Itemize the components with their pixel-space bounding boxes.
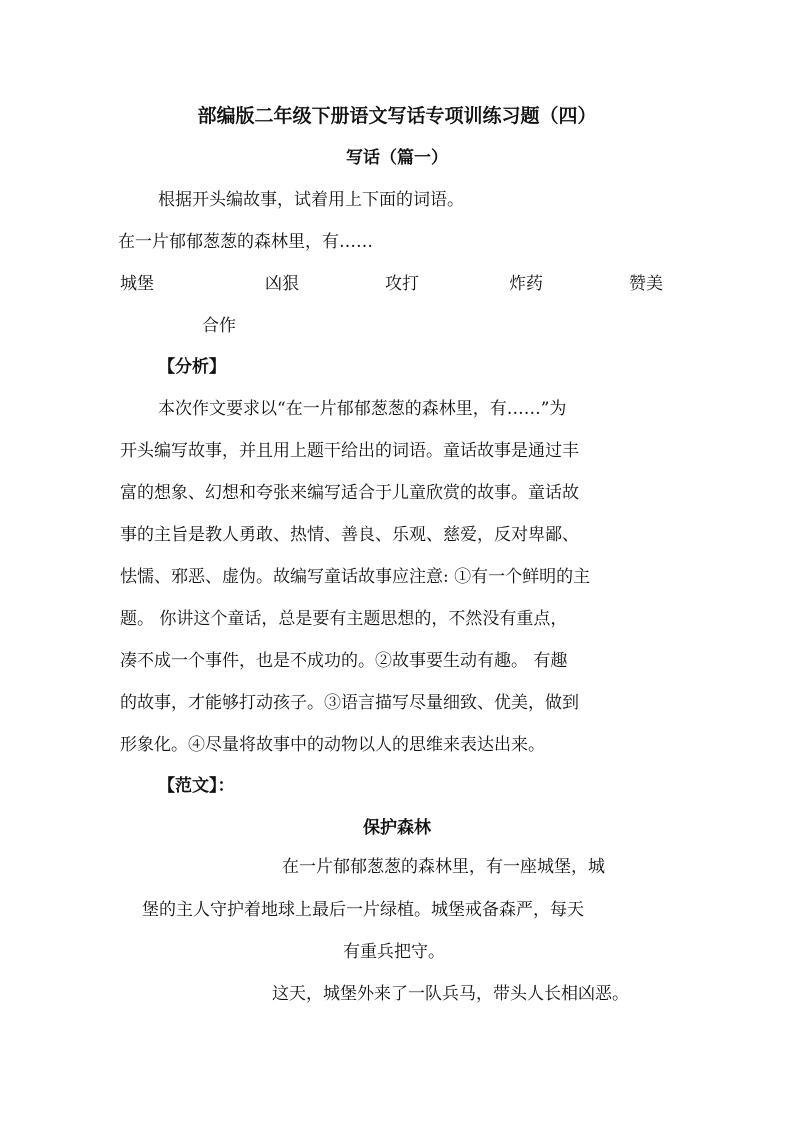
analysis-line: 富的想象、幻想和夸张来编写适合于儿童欣赏的故事。童话故	[120, 483, 579, 503]
analysis-line: 事的主旨是教人勇敢、热情、善良、乐观、慈爱，反对卑鄙、	[120, 525, 579, 545]
analysis-line: 凑不成一个事件，也是不成功的。②故事要生动有趣。 有趣	[120, 651, 568, 671]
document-title: 部编版二年级下册语文写话专项训练习题（四）	[197, 105, 597, 127]
essay-heading: 【范文】：	[158, 776, 235, 796]
analysis-line: 的故事，才能够打动孩子。③语言描写尽量细致、优美，做到	[120, 693, 579, 713]
analysis-line: 怯懦、邪恶、虚伪。故编写童话故事应注意: ①有一个鲜明的主	[120, 567, 591, 587]
essay-line: 有重兵把守。	[343, 942, 445, 962]
word-item: 凶狠	[265, 274, 299, 294]
word-item: 攻打	[385, 274, 419, 294]
section-subtitle: 写话（篇一）	[346, 148, 448, 168]
analysis-line: 本次作文要求以“在一片郁郁葱葱的森林里，有……”为	[158, 399, 567, 419]
essay-line: 在一片郁郁葱葱的森林里，有一座城堡，城	[282, 857, 605, 877]
word-item: 城堡	[120, 274, 154, 294]
story-opening: 在一片郁郁葱葱的森林里，有……	[118, 232, 373, 252]
word-item: 赞美	[629, 274, 663, 294]
essay-line: 堡的主人守护着地球上最后一片绿植。城堡戒备森严，每天	[142, 900, 584, 920]
analysis-line: 开头编写故事，并且用上题干给出的词语。童话故事是通过丰	[120, 441, 579, 461]
essay-title: 保护森林	[363, 818, 431, 838]
analysis-heading: 【分析】	[158, 357, 226, 377]
writing-prompt: 根据开头编故事，试着用上下面的词语。	[158, 190, 464, 210]
essay-line: 这天，城堡外来了一队兵马，带头人长相凶恶。	[272, 984, 629, 1004]
analysis-line: 形象化。④尽量将故事中的动物以人的思维来表达出来。	[120, 735, 545, 755]
word-item: 炸药	[509, 274, 543, 294]
word-item: 合作	[202, 316, 236, 336]
analysis-line: 题。 你讲这个童话，总是要有主题思想的，不然没有重点，	[120, 609, 568, 629]
